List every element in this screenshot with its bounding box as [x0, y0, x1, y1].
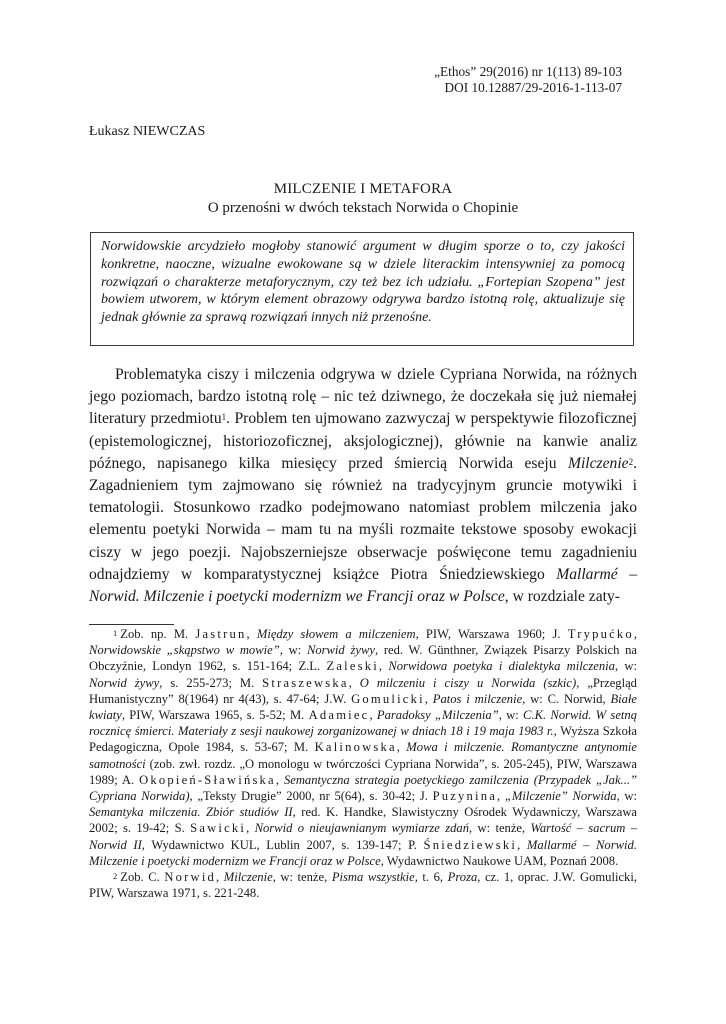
text-segment: , w:	[279, 643, 307, 658]
author-last-name: NIEWCZAS	[132, 124, 206, 139]
text-segment: ,	[348, 675, 360, 690]
doi: DOI 10.12887/29-2016-1-113-07	[444, 80, 622, 95]
text-segment: ,	[633, 627, 638, 641]
text-segment: Gomulicki	[351, 691, 425, 706]
text-segment: , red. W. Günthner, Związek Pisarzy Polskich na Obczyźnie, Londyn 1962, s. 151-164; Z.L.	[89, 643, 637, 674]
text-segment: , Wydawnictwo KUL, Lublin 2007, s. 139-147; P.	[141, 837, 424, 852]
text-segment: Milczenie	[223, 870, 273, 885]
body-text	[89, 364, 637, 608]
text-segment: Okopień-Sławińska	[139, 772, 276, 787]
text-segment: ,	[246, 627, 257, 641]
text-segment: ,	[396, 740, 407, 755]
text-segment: Proza	[447, 870, 478, 885]
text-segment: Norwidowa poetyka i dialektyka milczenia	[388, 659, 615, 674]
text-segment: , w: tenże,	[272, 870, 332, 885]
text-segment: Semantyka milczenia. Zbiór studiów II	[89, 805, 293, 820]
footnote-2	[89, 869, 637, 901]
text-segment: , t. 6,	[414, 870, 448, 885]
text-segment: Straszewska	[262, 675, 349, 690]
text-segment: (zob. zwł. rozdz. „O monologu w twórczości Cypriana Norwida”, s. 205-245), PIW, Warszawa 1989; A.	[89, 756, 637, 787]
footnote-ref-2[interactable]: 2	[628, 456, 634, 467]
footnote-separator	[89, 624, 174, 625]
text-segment: , red. K. Handke, Slawistyczny Ośrodek Wydawniczy, Warszawa 2002; s. 19-42; S.	[89, 805, 638, 836]
body-paragraph	[89, 364, 637, 608]
footnote-1	[89, 626, 637, 869]
text-segment: ,	[369, 708, 377, 723]
text-segment: Mallarmé – Norwid. Milczenie i poetycki modernizm we Francji oraz w Polsce	[89, 837, 637, 868]
text-segment: Paradoksy „Milczenia”	[376, 708, 499, 723]
author-first-name: Łukasz	[89, 124, 130, 139]
body-segment: Problematyka ciszy i milczenia odgrywa w dziele Cypriana Norwida, na różnych jego poziomach, bardzo istotną rolę – nic też dziwnego, że doczekała się już niemałej literatury przedmiotu	[89, 366, 637, 428]
text-segment: Norwid żywy	[306, 643, 375, 658]
text-segment: Zaleski	[326, 659, 379, 674]
text-segment: Semantyczna strategia poetyckiego zamilczenia (Przypadek „Jak...” Cypriana Norwida)	[89, 772, 637, 804]
footnote-number: 1	[113, 628, 118, 638]
text-segment: Mowa i milczenie. Romantyczne antynomie samotności	[89, 740, 638, 771]
text-segment: , PIW, Warszawa 1960; J.	[415, 627, 568, 641]
text-segment: , PIW, Warszawa 1965, s. 5-52; M.	[121, 708, 309, 723]
text-segment: ,	[497, 789, 505, 804]
text-segment: , Wyższa Szkoła Pedagogiczna, Opole 1984, s. 53-67; M.	[89, 724, 637, 755]
text-segment: Między słowem a milczeniem	[256, 627, 416, 641]
text-segment: Zob. np. M.	[120, 627, 196, 641]
text-segment: Białe kwiaty	[89, 691, 638, 723]
text-segment: ,	[378, 659, 389, 674]
text-segment: , w:	[498, 708, 524, 723]
text-segment: Śniedziewski	[423, 837, 518, 852]
text-segment: , s. 255-273; M.	[159, 675, 263, 690]
text-segment: Adamiec	[308, 708, 370, 723]
body-segment: . Zagadnieniem tym zajmowano się również na tradycyjnym gruncie motywiki i tematologii. Stosunkowo rzadko podejmowano natomiast problem milczenia jako elementu poetyki Norwida – mam tu na myśli rozmaite tekstowe sposoby ewokacji ciszy w jego poezji. Najobszerniejsze obserwacje poświęcone temu zagadnieniu odnajdziemy w komparatystycznej książce Piotra Śniedziewskiego	[89, 454, 637, 583]
body-italic: Milczenie	[567, 454, 629, 472]
text-segment: C.K. Norwid. W setną rocznicę śmierci. Materiały z sesji naukowej zorganizowanej w dniach 18 i 19 maja 1983 r.	[89, 708, 638, 739]
footnote-ref-1[interactable]: 1	[221, 412, 227, 423]
author-name	[89, 124, 205, 140]
article-title: MILCZENIE I METAFORA	[273, 181, 453, 197]
text-segment: Wartość – sacrum – Norwid II	[89, 821, 637, 852]
text-segment: Jastrun	[195, 627, 247, 641]
text-segment: , w: C. Norwid,	[522, 691, 611, 706]
abstract-text: Norwidowskie arcydzieło mogłoby stanowić argument w długim sporze o to, czy jakości konkretne, naoczne, wizualne ewokowane są w dziele literackim intensywniej za pomocą rozwiązań o charakterze metaforycznym, czy też bez ich udziału. „Fortepian Szopena” jest bowiem utworem, w którym element obrazowy odgrywa bardzo istotną rolę, aktualizuje się jednak głównie za sprawą rozwiązań innych niż przenośne.	[101, 239, 625, 326]
body-italic: Mallarmé – Norwid. Milczenie i poetycki modernizm we Francji oraz w Polsce	[89, 565, 637, 606]
text-segment: , „Przegląd Humanistyczny” 8(1964) nr 4(43), s. 47-64; J.W.	[89, 675, 637, 706]
text-segment: ,	[246, 821, 255, 836]
text-segment: Puzynina	[432, 789, 498, 804]
text-segment: , w: tenże,	[469, 821, 531, 836]
text-segment: , Wydawnictwo Naukowe UAM, Poznań 2008.	[380, 853, 619, 868]
footnotes	[89, 626, 637, 901]
text-segment: Norwid żywy	[89, 675, 160, 690]
text-segment: Trypućko	[567, 627, 634, 641]
text-segment: ,	[517, 837, 527, 852]
abstract-box	[90, 232, 634, 346]
text-segment: „Milczenie” Norwida	[504, 789, 617, 804]
text-segment: , „Teksty Drugie” 2000, nr 5(64), s. 30-42; J.	[189, 789, 433, 804]
text-segment: O milczeniu i ciszy u Norwida (szkic)	[359, 675, 577, 690]
journal-citation: „Ethos” 29(2016) nr 1(113) 89-103	[434, 64, 622, 79]
text-segment: Norwid	[164, 870, 217, 885]
text-segment: Pisma wszystkie	[331, 870, 415, 885]
text-segment: Patos i milczenie	[432, 691, 523, 706]
text-segment: ,	[216, 870, 224, 885]
text-segment: Kalinowska	[314, 740, 397, 755]
text-segment: ,	[275, 772, 284, 787]
text-segment: ,	[424, 691, 433, 706]
text-segment: , w:	[614, 659, 637, 674]
article-title-block	[89, 180, 637, 218]
footnote-number: 2	[113, 871, 118, 882]
body-segment: , w rozdziale zaty-	[504, 588, 620, 606]
text-segment: , w:	[616, 789, 638, 804]
text-segment: Zob. C.	[120, 870, 165, 885]
text-segment: Norwidowskie „skąpstwo w mowie”	[89, 643, 280, 658]
text-segment: Norwid o nieujawnianym wymiarze zdań	[254, 821, 470, 836]
journal-reference	[434, 64, 622, 96]
text-segment: , cz. 1, oprac. J.W. Gomulicki, PIW, Warszawa 1971, s. 221-248.	[89, 870, 638, 901]
body-segment: . Problem ten ujmowano zazwyczaj w perspektywie filozoficznej (epistemologicznej, historiozoficznej, aksjologicznej), głównie na kanwie analiz późnego, napisanego kilka miesięcy przed śmiercią Norwida eseju	[89, 410, 637, 472]
text-segment: Sawicki	[190, 821, 247, 836]
article-subtitle: O przenośni w dwóch tekstach Norwida o Chopinie	[207, 200, 519, 216]
